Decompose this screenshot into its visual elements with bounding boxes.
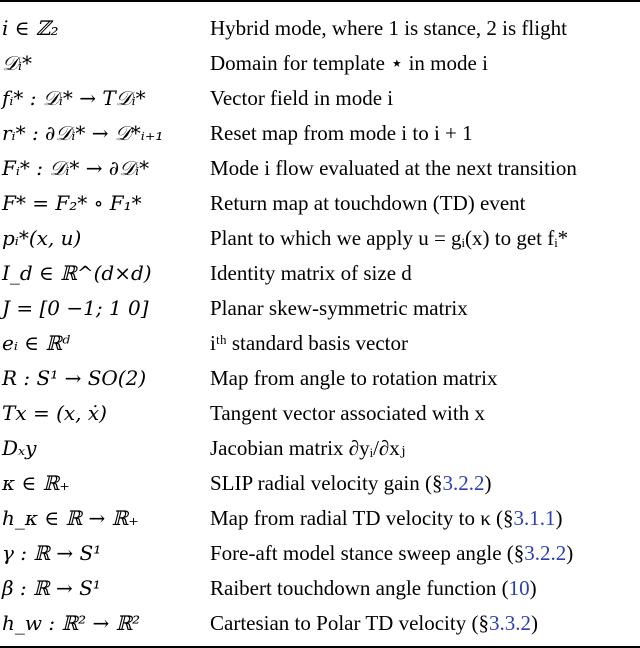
symbol-cell: pᵢ*(x, u) [2,226,82,250]
symbol-cell: eᵢ ∈ ℝᵈ [2,331,70,355]
table-row [0,81,640,116]
description-cell: Return map at touchdown (TD) event [210,191,526,215]
symbol-cell: rᵢ* : ∂𝒟ᵢ* → 𝒟*ᵢ₊₁ [2,121,164,145]
table-row [0,536,640,571]
reference-link[interactable]: 3.2.2 [524,541,567,565]
description-cell: Mode i flow evaluated at the next transition [210,156,577,180]
description-cell: SLIP radial velocity gain (§3.2.2) [210,471,492,495]
table-row [0,151,640,186]
table-row [0,326,640,361]
description-cell: Map from radial TD velocity to κ (§3.1.1) [210,506,563,530]
symbol-cell: i ∈ ℤ₂ [2,16,59,40]
reference-link[interactable]: 3.2.2 [442,471,485,495]
table-row [0,431,640,466]
reference-link[interactable]: 3.3.2 [488,611,531,635]
table-row [0,11,640,46]
symbol-cell: J = [0 −1; 1 0] [2,296,149,320]
description-cell: Reset map from mode i to i + 1 [210,121,473,145]
description-cell: Tangent vector associated with x [210,401,485,425]
table-row [0,256,640,291]
table-row [0,501,640,536]
description-cell: Map from angle to rotation matrix [210,366,498,390]
symbol-cell: I_d ∈ ℝ^(d×d) [2,261,152,285]
description-cell: Identity matrix of size d [210,261,412,285]
table-row [0,291,640,326]
description-cell: Hybrid mode, where 1 is stance, 2 is flight [210,16,567,40]
description-cell: Fore-aft model stance sweep angle (§3.2.2) [210,541,574,565]
table-row [0,186,640,221]
symbol-cell: F* = F₂* ∘ F₁* [2,191,142,215]
table-row [0,46,640,81]
symbol-cell: β : ℝ → S¹ [2,576,101,600]
description-cell: iᵗʰ standard basis vector [210,331,408,355]
description-cell: Plant to which we apply u = gᵢ(x) to get fᵢ* [210,226,569,250]
symbol-cell: fᵢ* : 𝒟ᵢ* → T𝒟ᵢ* [2,86,146,110]
table-row [0,571,640,606]
table-row [0,466,640,501]
symbol-cell: h_κ ∈ ℝ → ℝ₊ [2,506,139,530]
symbol-cell: Tx = (x, ẋ) [2,401,107,425]
description-cell: Vector field in mode i [210,86,394,110]
description-cell: Jacobian matrix ∂yᵢ/∂xⱼ [210,436,406,460]
description-cell: Cartesian to Polar TD velocity (§3.3.2) [210,611,538,635]
reference-link[interactable]: 3.1.1 [513,506,556,530]
symbol-cell: 𝒟ᵢ* [2,51,32,75]
table-row [0,361,640,396]
table-row [0,396,640,431]
symbol-cell: γ : ℝ → S¹ [2,541,102,565]
symbol-cell: R : S¹ → SO(2) [2,366,147,390]
symbol-cell: κ ∈ ℝ₊ [2,471,70,495]
symbol-cell: h_w : ℝ² → ℝ² [2,611,141,635]
table-row [0,116,640,151]
symbol-cell: Fᵢ* : 𝒟ᵢ* → ∂𝒟ᵢ* [2,156,150,180]
description-cell: Raibert touchdown angle function (10) [210,576,537,600]
description-cell: Domain for template ⋆ in mode i [210,51,488,75]
reference-link[interactable]: 10 [508,576,530,600]
table-row [0,221,640,256]
symbol-cell: Dₓy [2,436,37,460]
description-cell: Planar skew-symmetric matrix [210,296,468,320]
table-row [0,606,640,641]
